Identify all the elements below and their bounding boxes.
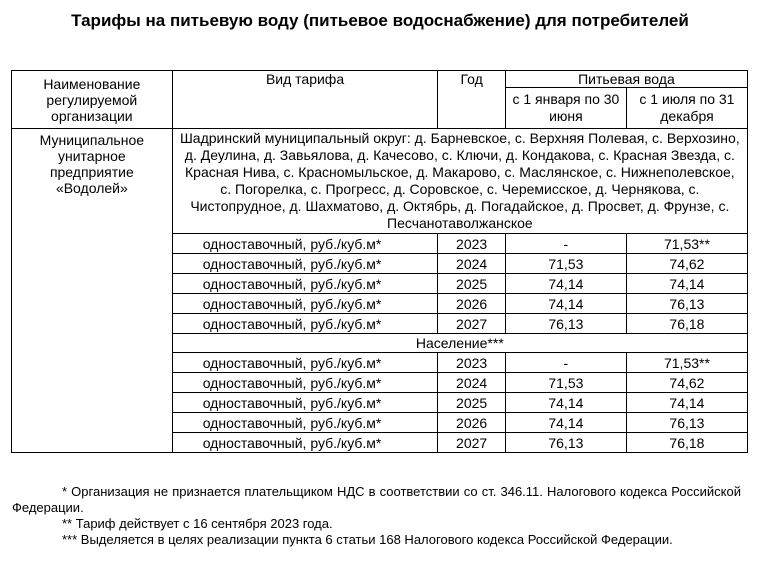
- tariff-table: [11, 70, 748, 453]
- value-period-2-cell: 76,13: [626, 413, 747, 433]
- tariff-kind-cell: одноставочный, руб./куб.м*: [172, 274, 438, 294]
- header-tariff-kind: Вид тарифа: [172, 71, 438, 129]
- year-cell: 2023: [438, 234, 505, 254]
- value-period-2-cell: 71,53**: [626, 234, 747, 254]
- header-row: [12, 71, 748, 88]
- value-period-1-cell: 76,13: [505, 433, 626, 453]
- value-period-1-cell: 74,14: [505, 294, 626, 314]
- footnotes: [12, 484, 741, 548]
- value-period-1-cell: -: [505, 234, 626, 254]
- value-period-2-cell: 71,53**: [626, 353, 747, 373]
- value-period-2-cell: 76,18: [626, 314, 747, 334]
- tariff-kind-cell: одноставочный, руб./куб.м*: [172, 433, 438, 453]
- year-cell: 2026: [438, 294, 505, 314]
- tariff-kind-cell: одноставочный, руб./куб.м*: [172, 254, 438, 274]
- tariff-kind-cell: одноставочный, руб./куб.м*: [172, 314, 438, 334]
- value-period-1-cell: 74,14: [505, 413, 626, 433]
- value-period-2-cell: 76,18: [626, 433, 747, 453]
- value-period-2-cell: 74,62: [626, 373, 747, 393]
- year-cell: 2027: [438, 314, 505, 334]
- organization-name: Муниципальное унитарное предприятие «Водолей»: [12, 129, 173, 453]
- value-period-1-cell: 76,13: [505, 314, 626, 334]
- value-period-1-cell: 71,53: [505, 373, 626, 393]
- value-period-1-cell: -: [505, 353, 626, 373]
- value-period-2-cell: 74,14: [626, 274, 747, 294]
- value-period-1-cell: 74,14: [505, 393, 626, 413]
- header-year: Год: [438, 71, 505, 129]
- value-period-2-cell: 76,13: [626, 294, 747, 314]
- region-description: Шадринский муниципальный округ: д. Барневское, с. Верхняя Полевая, с. Верхозино, д. Деулина, д. Завьялова, д. Качесово, с. Ключи, д. Кондакова, с. Красная Звезда, с. Красная Нива, с. Красномыльское, д. Макарово, с. Маслянское, с. Нижнеполевское, с. Погорелка, с. Прогресс, д. Соровское, с. Черемисское, д. Чернякова, с. Чистопрудное, д. Шахматово, д. Октябрь, д. Погадайское, д. Просвет, д. Фрунзе, с. Песчанотаволжанское: [172, 129, 747, 234]
- tariff-kind-cell: одноставочный, руб./куб.м*: [172, 373, 438, 393]
- tariff-kind-cell: одноставочный, руб./куб.м*: [172, 413, 438, 433]
- year-cell: 2025: [438, 393, 505, 413]
- header-water: Питьевая вода: [505, 71, 747, 88]
- year-cell: 2026: [438, 413, 505, 433]
- year-cell: 2024: [438, 254, 505, 274]
- header-period-2: с 1 июля по 31 декабря: [626, 88, 747, 129]
- population-label: Население***: [172, 334, 747, 353]
- year-cell: 2025: [438, 274, 505, 294]
- footnote-tariff-date: ** Тариф действует с 16 сентября 2023 года.: [62, 516, 333, 531]
- value-period-2-cell: 74,62: [626, 254, 747, 274]
- year-cell: 2027: [438, 433, 505, 453]
- tariff-kind-cell: одноставочный, руб./куб.м*: [172, 294, 438, 314]
- footnote-vat: * Организация не признается плательщиком НДС в соответствии со ст. 346.11. Налогового кодекса Российской Федерации.: [12, 484, 741, 515]
- tariff-kind-cell: одноставочный, руб./куб.м*: [172, 234, 438, 254]
- value-period-1-cell: 74,14: [505, 274, 626, 294]
- header-period-1: с 1 января по 30 июня: [505, 88, 626, 129]
- region-row: [12, 129, 748, 234]
- year-cell: 2024: [438, 373, 505, 393]
- value-period-1-cell: 71,53: [505, 254, 626, 274]
- header-organization: Наименование регулируемой организации: [12, 71, 173, 129]
- page-title: Тарифы на питьевую воду (питьевое водоснабжение) для потребителей: [71, 11, 689, 30]
- tariff-kind-cell: одноставочный, руб./куб.м*: [172, 353, 438, 373]
- footnote-population: *** Выделяется в целях реализации пункта 6 статьи 168 Налогового кодекса Российской Федерации.: [62, 532, 673, 547]
- tariff-kind-cell: одноставочный, руб./куб.м*: [172, 393, 438, 413]
- value-period-2-cell: 74,14: [626, 393, 747, 413]
- year-cell: 2023: [438, 353, 505, 373]
